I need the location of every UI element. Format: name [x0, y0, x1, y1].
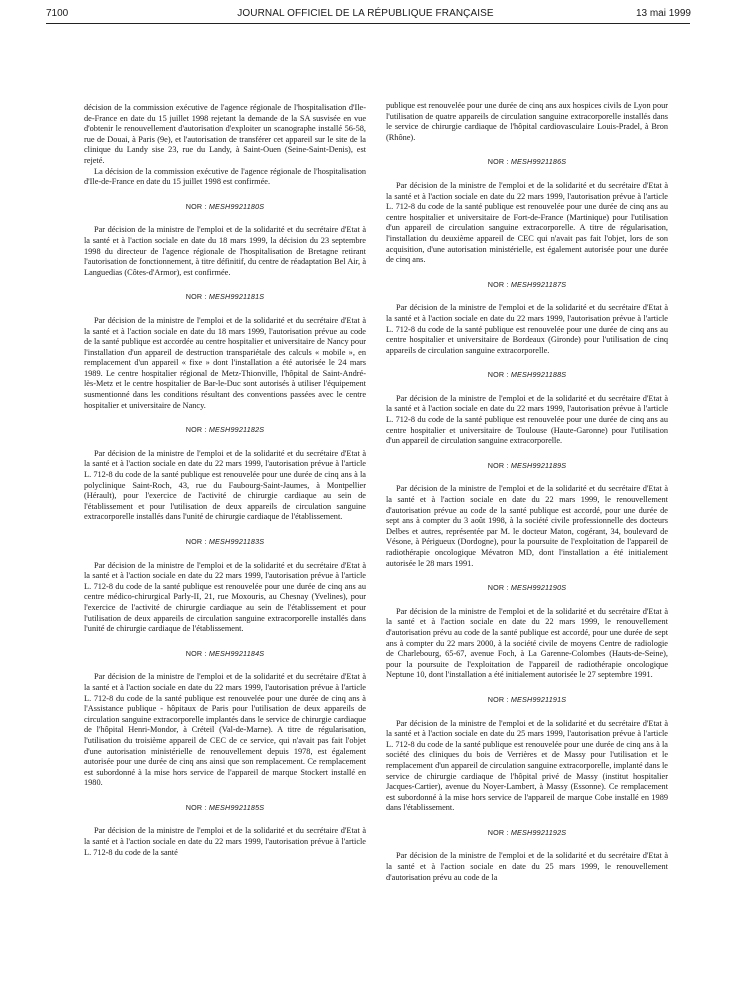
decision-paragraph: Par décision de la ministre de l'emploi et de la solidarité et du secrétaire d'Etat à la santé et à l'action sociale en date du 25 mars 1999, le renouvellement d'autorisation prévu au code de la	[386, 851, 668, 882]
nor-number: MESH9921184S	[208, 648, 265, 658]
nor-reference	[84, 649, 366, 660]
decision-paragraph: Par décision de la ministre de l'emploi et de la solidarité et du secrétaire d'Etat à la santé et à l'action sociale en date du 22 mars 1999, l'autorisation prévue à l'article L. 712-8 du code de la santé publique est renouvelée pour une durée de cinq ans à l'Assistance publique - hôpitaux de Paris pour l'utilisation de deux appareils de circulation sanguine extracorporelle implantés dans le service de chirurgie cardiaque de l'hôpital Henri-Mondor, à Créteil (Val-de-Marne). A titre de régularisation, l'utilisation du troisième appareil de CEC de ce service, qui n'avait pas fait l'objet d'une autorisation ministérielle de renouvellement depuis 1978, est également autorisée pour une durée de cinq ans ainsi que son remplacement. Ce remplacement est subordonné à la mise hors service de l'appareil de marque Stockert installé en 1980.	[84, 672, 366, 788]
nor-number: MESH9921181S	[208, 292, 265, 302]
nor-number: MESH9921187S	[510, 279, 567, 289]
decision-paragraph: Par décision de la ministre de l'emploi et de la solidarité et du secrétaire d'Etat à la santé et à l'action sociale en date du 22 mars 1999, l'autorisation prévue à l'article L. 712-8 du code de la santé publique est renouvelée pour une durée de cinq ans à la polyclinique Saint-Roch, 43, rue du Faubourg-Saint-Jaumes, à Montpellier (Hérault), pour l'exercice de l'activité de chirurgie cardiaque au sein de l'établissement et pour l'utilisation de deux appareils de circulation sanguine extracorporelle installés dans l'unité de chirurgie cardiaque de l'établissement.	[84, 448, 366, 522]
nor-number: MESH9921186S	[510, 157, 567, 167]
decision-paragraph: Par décision de la ministre de l'emploi et de la solidarité et du secrétaire d'Etat à la santé et à l'action sociale en date du 25 mars 1999, l'autorisation prévue à l'article L. 712-8 du code de la santé publique est renouvelée pour une durée de cinq ans à la société des cliniques du bois de Verrières et de Massy pour l'utilisation et le remplacement d'un appareil de circulation sanguine extracorporelle, implanté dans le service de chirurgie cardiaque de l'hôpital privé de Massy (institut hospitalier Jacques-Cartier), avenue du Noyer-Lambert, à Massy (Essonne). Ce remplacement est subordonné à la mise hors service de l'appareil de marque Cobe installé en 1989 dans l'établissement.	[386, 718, 668, 813]
decision-paragraph: Par décision de la ministre de l'emploi et de la solidarité et du secrétaire d'Etat à la santé et à l'action sociale en date du 18 mars 1999, l'autorisation prévue au code de la santé publique est accordée au centre hospitalier et universitaire de Nancy pour l'installation d'un appareil de destruction transpariétale des calculs « mobile », en remplacement d'un appareil « fixe » dont l'installation a été autorisée le 24 mars 1989. Le centre hospitalier régional de Metz-Thionville, l'hôpital de Saint-André-lès-Metz et le centre hospitalier de Bar-le-Duc sont autorisés à utiliser l'équipement susmentionné dans les conditions résultant des conventions passées avec le centre hospitalier et universitaire de Nancy.	[84, 315, 366, 410]
nor-label: NOR :	[185, 292, 207, 302]
nor-label: NOR :	[487, 157, 509, 167]
decision-paragraph: décision de la commission exécutive de l'agence régionale de l'hospitalisation d'Ile-de-France en date du 15 juillet 1998 rejetant la demande de la SA susvisée en vue d'obtenir le renouvellement d'autorisation d'exploiter un scanographe installé 56-58, rue de Douai, à Paris (9e), et l'autorisation de transférer cet appareil sur le site de la clinique du Landy sise 23, rue du Landy, à Saint-Ouen (Seine-Saint-Denis), est rejeté.	[84, 103, 366, 165]
nor-label: NOR :	[487, 279, 509, 289]
page-number: 7100	[46, 8, 69, 19]
decision-paragraph: Par décision de la ministre de l'emploi et de la solidarité et du secrétaire d'Etat à la santé et à l'action sociale en date du 22 mars 1999, l'autorisation prévue à l'article L. 712-8 du code de la santé publique est renouvelée pour une durée de cinq ans au centre hospitalier et universitaire de Toulouse (Haute-Garonne) pour l'utilisation d'un appareil de circulation sanguine extracorporelle.	[386, 393, 668, 446]
nor-number: MESH9921188S	[510, 370, 567, 380]
nor-reference	[84, 202, 366, 213]
nor-number: MESH9921189S	[510, 460, 567, 470]
nor-number: MESH9921185S	[208, 802, 265, 812]
decision-paragraph: Par décision de la ministre de l'emploi et de la solidarité et du secrétaire d'Etat à la santé et à l'action sociale en date du 22 mars 1999, l'autorisation prévue à l'article L. 712-8 du code de la santé publique est renouvelée pour une durée de cinq ans au centre hospitalier et universitaire de Bordeaux (Gironde) pour l'utilisation de cinq appareils de circulation sanguine extracorporelle.	[386, 303, 668, 355]
nor-label: NOR :	[487, 460, 509, 470]
nor-number: MESH9921180S	[208, 201, 265, 211]
decision-paragraph: Par décision de la ministre de l'emploi et de la solidarité et du secrétaire d'Etat à la santé et à l'action sociale en date du 22 mars 1999, le renouvellement d'autorisation prévu au code de la santé publique est accordé, pour une durée de sept ans à compter du 22 mars 2000, à la société civile de moyens Centre de radiologie de Charlebourg, 65-67, avenue Foch, à La Garenne-Colombes (Hauts-de-Seine), pour la poursuite de l'exploitation de l'appareil de radiothérapie oncologique Neptune 10, dont l'installation a été initialement autorisée le 27 septembre 1991.	[386, 606, 668, 680]
nor-number: MESH9921192S	[510, 827, 567, 837]
decision-paragraph: La décision de la commission exécutive de l'agence régionale de l'hospitalisation d'Ile-de-France en date du 15 juillet 1998 est confirmée.	[84, 166, 366, 187]
nor-label: NOR :	[487, 370, 509, 380]
nor-label: NOR :	[487, 694, 509, 704]
nor-label: NOR :	[487, 827, 509, 837]
nor-label: NOR :	[185, 201, 207, 211]
nor-number: MESH9921191S	[510, 694, 567, 704]
nor-number: MESH9921182S	[208, 425, 265, 435]
nor-reference	[84, 425, 366, 436]
nor-reference	[386, 370, 668, 381]
nor-number: MESH9921190S	[510, 583, 567, 593]
nor-reference	[386, 280, 668, 291]
decision-paragraph: publique est renouvelée pour une durée de cinq ans aux hospices civils de Lyon pour l'utilisation de quatre appareils de circulation sanguine extracorporelle installés dans le service de chirurgie cardiaque de l'hôpital cardiovasculaire Louis-Pradel, à Bron (Rhône).	[386, 101, 668, 142]
header-rule	[46, 23, 690, 24]
left-column	[84, 103, 366, 858]
nor-reference	[84, 292, 366, 303]
decision-paragraph: Par décision de la ministre de l'emploi et de la solidarité et du secrétaire d'Etat à la santé et à l'action sociale en date du 18 mars 1999, la décision du 23 septembre 1998 du directeur de l'agence régionale de l'hospitalisation de Bretagne retirant l'autorisation de fonctionnement, à titre définitif, du centre de réadaptation Bel Air, à Languedias (Côtes-d'Armor), est confirmée.	[84, 225, 366, 277]
issue-date: 13 mai 1999	[635, 8, 691, 19]
journal-title: JOURNAL OFFICIEL DE LA RÉPUBLIQUE FRANÇAISE	[237, 8, 494, 19]
page-header	[0, 0, 731, 24]
right-column	[386, 101, 668, 883]
nor-reference	[386, 157, 668, 168]
nor-reference	[84, 803, 366, 814]
nor-label: NOR :	[487, 583, 509, 593]
nor-reference	[84, 537, 366, 548]
nor-label: NOR :	[185, 537, 207, 546]
nor-label: NOR :	[185, 648, 207, 658]
nor-label: NOR :	[185, 425, 207, 435]
decision-paragraph: Par décision de la ministre de l'emploi et de la solidarité et du secrétaire d'Etat à la santé et à l'action sociale en date du 22 mars 1999, l'autorisation prévue à l'article L. 712-8 du code de la santé	[84, 826, 366, 857]
nor-reference	[386, 828, 668, 839]
nor-reference	[386, 583, 668, 594]
nor-number: MESH9921183S	[208, 537, 265, 546]
decision-paragraph: Par décision de la ministre de l'emploi et de la solidarité et du secrétaire d'Etat à la santé et à l'action sociale en date du 22 mars 1999, le renouvellement d'autorisation prévue au code de la santé publique est accordé, pour une durée de sept ans à compter du 3 août 1998, à la société civile professionnelle des docteurs Delbes et autres, représentée par M. le docteur Maton, cogérant, 34, boulevard de Vésone, à Périgueux (Dordogne), pour la poursuite de l'exploitation de l'appareil de radiothérapie oncologique Mévatron MD, dont l'installation a été initialement autorisée le 28 mars 1991.	[386, 484, 668, 568]
decision-paragraph: Par décision de la ministre de l'emploi et de la solidarité et du secrétaire d'Etat à la santé et à l'action sociale en date du 22 mars 1999, l'autorisation prévue à l'article L. 712-8 du code de la santé publique est renouvelée pour une durée de cinq ans au centre médico-chirurgical Parly-II, 21, rue Moxouris, au Chesnay (Yvelines), pour l'exercice de l'activité de chirurgie cardiaque au sein de l'établissement et pour l'utilisation de deux appareils de circulation sanguine extracorporelle installés dans l'unité de chirurgie cardiaque de l'établissement.	[84, 560, 366, 634]
nor-reference	[386, 461, 668, 472]
nor-reference	[386, 695, 668, 706]
decision-paragraph: Par décision de la ministre de l'emploi et de la solidarité et du secrétaire d'Etat à la santé et à l'action sociale en date du 22 mars 1999, l'autorisation prévue à l'article L. 712-8 du code de la santé publique est renouvelée pour une durée de cinq ans au centre hospitalier et universitaire de Fort-de-France (Martinique) pour l'utilisation d'un appareil de circulation sanguine extracorporelle. A titre de régularisation, l'installation du deuxième appareil de CEC qui n'avait pas fait l'objet, lors de son acquisition, d'une autorisation ministérielle, est également autorisée pour une durée de cinq ans.	[386, 180, 668, 265]
nor-label: NOR :	[185, 802, 207, 812]
